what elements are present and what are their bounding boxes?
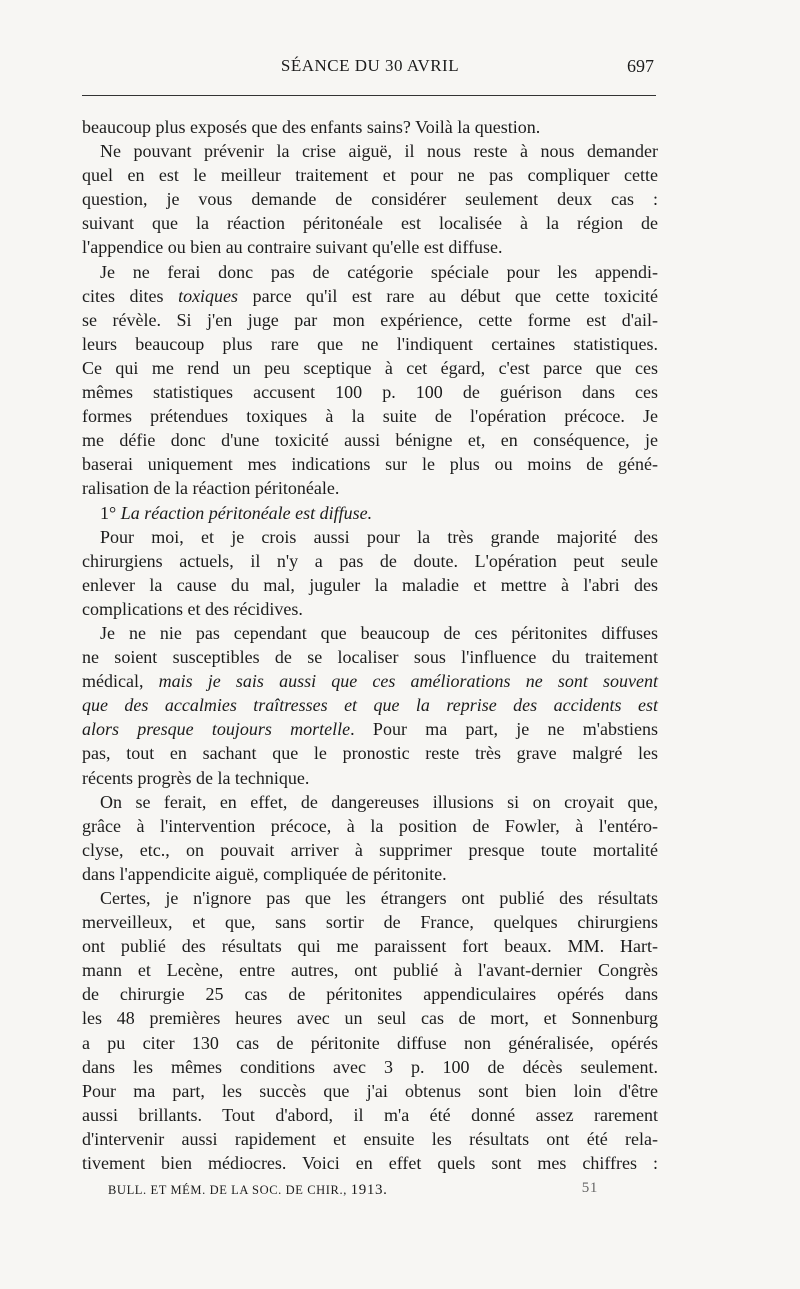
paragraph <box>82 790 658 886</box>
text-segment: parce qu'il est rare au début que cette toxicité <box>238 285 658 306</box>
text-line <box>82 1103 658 1127</box>
text-segment: suivant que la réaction péritonéale est localisée à la région de <box>82 213 658 234</box>
text-segment: Je ne ferai donc pas de catégorie spéciale pour les appendi- <box>100 261 658 282</box>
text-segment: tivement bien médiocres. Voici en effet quels sont mes chiffres : <box>82 1153 658 1174</box>
text-line <box>82 597 658 621</box>
text-segment: leurs beaucoup plus rare que ne l'indiquent certaines statistiques. <box>82 333 658 354</box>
text-line <box>82 284 658 308</box>
text-segment: Ce qui me rend un peu sceptique à cet égard, c'est parce que ces <box>82 357 658 378</box>
text-segment: ralisation de la réaction péritonéale. <box>82 478 340 499</box>
text-line <box>82 910 658 934</box>
text-line <box>82 862 658 886</box>
page-footer <box>108 1182 598 1199</box>
text-line <box>82 525 658 549</box>
header-rule <box>82 95 656 96</box>
text-segment: Ne pouvant prévenir la crise aiguë, il nous reste à nous demander <box>100 141 658 162</box>
text-segment: enlever la cause du mal, juguler la maladie et mettre à l'abri des <box>82 574 658 595</box>
running-title: SÉANCE DU 30 AVRIL <box>280 56 460 75</box>
text-segment: 1° <box>100 502 121 523</box>
text-line <box>82 235 658 259</box>
paragraph <box>82 115 658 139</box>
text-line <box>82 1151 658 1175</box>
text-line <box>82 573 658 597</box>
text-line <box>82 717 658 741</box>
text-line <box>82 163 658 187</box>
text-segment: cites dites <box>82 285 179 306</box>
text-segment: baserai uniquement mes indications sur le plus ou moins de géné- <box>82 454 658 475</box>
text-segment: . Pour ma part, je ne m'abstiens <box>350 719 658 740</box>
text-segment: me défie donc d'une toxicité aussi bénigne et, en conséquence, je <box>82 430 658 451</box>
text-segment: mann et Lecène, entre autres, ont publié à l'avant-dernier Congrès <box>82 960 658 981</box>
text-line <box>82 187 658 211</box>
journal-signature: BULL. ET MÉM. DE LA SOC. DE CHIR., <box>108 1183 347 1197</box>
text-segment: chirurgiens actuels, il n'y a pas de doute. L'opération peut seule <box>82 550 658 571</box>
text-line <box>82 934 658 958</box>
text-segment: formes prétendues toxiques à la suite de l'opération précoce. Je <box>82 406 658 427</box>
text-line <box>82 1127 658 1151</box>
text-line <box>82 452 658 476</box>
paragraph <box>82 525 658 621</box>
italic-text: toxiques <box>178 285 239 306</box>
text-segment: question, je vous demande de considérer seulement deux cas : <box>82 189 658 210</box>
text-line <box>82 838 658 862</box>
text-line <box>82 1055 658 1079</box>
text-segment: mêmes statistiques accusent 100 p. 100 de guérison dans ces <box>82 382 658 403</box>
text-line <box>82 356 658 380</box>
text-line <box>82 621 658 645</box>
text-line <box>82 790 658 814</box>
text-line <box>82 501 658 525</box>
text-segment: ont publié des résultats qui me paraissent fort beaux. MM. Hart- <box>82 936 658 957</box>
text-segment: Je ne nie pas cependant que beaucoup de ces péritonites diffuses <box>100 622 658 643</box>
paragraph <box>82 886 658 1175</box>
text-line <box>82 332 658 356</box>
text-segment: quel en est le meilleur traitement et pour ne pas compliquer cette <box>82 165 658 186</box>
text-segment: complications et des récidives. <box>82 598 303 619</box>
paragraph <box>82 621 658 790</box>
text-segment: se révèle. Si j'en juge par mon expérience, cette forme est d'ail- <box>82 309 658 330</box>
sheet-number: 51 <box>581 1180 598 1196</box>
text-segment: On se ferait, en effet, de dangereuses illusions si on croyait que, <box>100 791 658 812</box>
text-line <box>82 766 658 790</box>
text-segment: Certes, je n'ignore pas que les étrangers ont publié des résultats <box>100 888 658 908</box>
text-segment: grâce à l'intervention précoce, à la position de Fowler, à l'entéro- <box>82 815 658 836</box>
italic-text: mais je sais aussi que ces améliorations ne sont souvent <box>158 671 658 692</box>
paragraph <box>82 501 658 525</box>
text-segment: de chirurgie 25 cas de péritonites appendiculaires opérés dans <box>82 984 658 1005</box>
text-line <box>82 549 658 573</box>
text-segment: pas, tout en sachant que le pronostic reste très grave malgré les <box>82 743 658 764</box>
italic-text: alors presque toujours mortelle <box>82 719 351 740</box>
text-line <box>82 669 658 693</box>
text-line <box>82 211 658 235</box>
text-line <box>82 741 658 765</box>
text-line <box>82 380 658 404</box>
text-line <box>82 982 658 1006</box>
italic-text: La réaction péritonéale est diffuse. <box>120 502 373 523</box>
text-line <box>82 886 658 910</box>
text-line <box>82 693 658 717</box>
text-segment: Pour moi, et je crois aussi pour la très grande majorité des <box>100 526 658 547</box>
text-line <box>82 428 658 452</box>
text-segment: ne soient susceptibles de se localiser sous l'influence du traitement <box>82 647 658 668</box>
text-line <box>82 308 658 332</box>
text-segment: a pu citer 130 cas de péritonite diffuse non généralisée, opérés <box>82 1032 658 1053</box>
text-line <box>82 1031 658 1055</box>
text-segment: merveilleux, et que, sans sortir de France, quelques chirurgiens <box>82 912 658 933</box>
text-segment: beaucoup plus exposés que des enfants sains? Voilà la question. <box>82 117 541 137</box>
text-segment: les 48 premières heures avec un seul cas de mort, et Sonnenburg <box>82 1008 658 1029</box>
text-segment: récents progrès de la technique. <box>82 767 310 788</box>
text-segment: d'intervenir aussi rapidement et ensuite les résultats ont été rela- <box>82 1128 658 1149</box>
text-line <box>82 115 658 139</box>
paragraph <box>82 260 658 501</box>
text-line <box>82 958 658 982</box>
text-line <box>82 476 658 500</box>
text-segment: dans l'appendicite aiguë, compliquée de péritonite. <box>82 863 447 884</box>
text-line <box>82 645 658 669</box>
text-segment: médical, <box>82 671 159 692</box>
text-line <box>82 1006 658 1030</box>
paragraph <box>82 139 658 259</box>
page-header <box>82 56 658 80</box>
italic-text: que des accalmies traîtresses et que la reprise des accidents est <box>82 695 658 716</box>
text-line <box>82 404 658 428</box>
text-line <box>82 260 658 284</box>
text-segment: aussi brillants. Tout d'abord, il m'a été donné assez rarement <box>82 1104 658 1125</box>
text-line <box>82 814 658 838</box>
journal-year: 1913. <box>350 1182 388 1198</box>
page-number: 697 <box>627 56 654 76</box>
text-line <box>82 139 658 163</box>
body-text <box>82 115 658 1175</box>
text-segment: l'appendice ou bien au contraire suivant qu'elle est diffuse. <box>82 237 503 258</box>
text-segment: clyse, etc., on pouvait arriver à supprimer presque toute mortalité <box>82 839 658 860</box>
text-line <box>82 1079 658 1103</box>
text-segment: Pour ma part, les succès que j'ai obtenus sont bien loin d'être <box>82 1080 658 1101</box>
text-segment: dans les mêmes conditions avec 3 p. 100 de décès seulement. <box>82 1056 658 1077</box>
